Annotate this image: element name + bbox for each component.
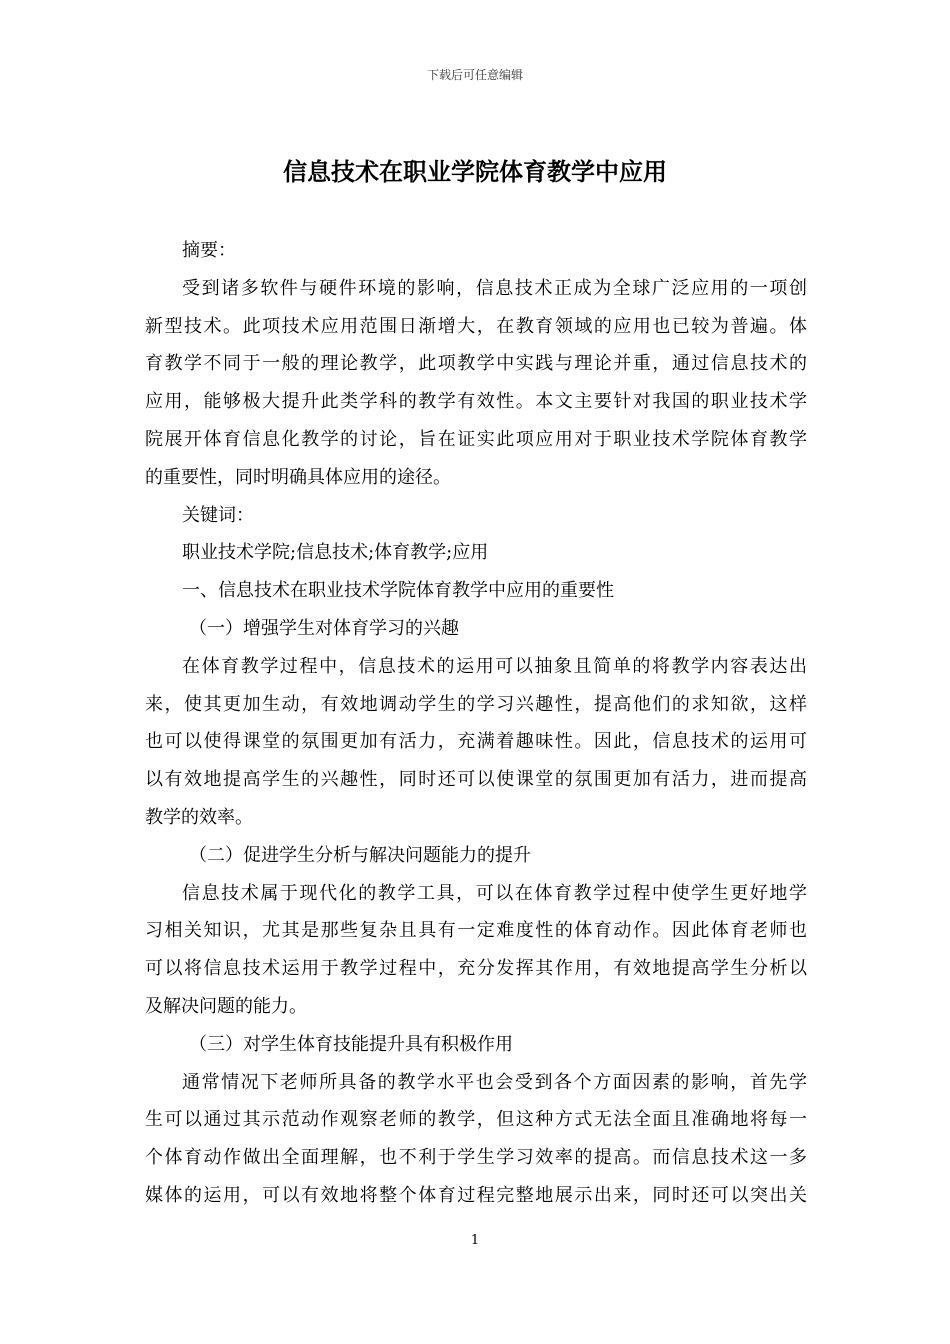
body-line: 新型技术。此项技术应用范围日渐增大，在教育领域的应用也已较为普遍。体 [145,315,807,337]
body-line: 来，使其更加生动，有效地调动学生的学习兴趣性，提高他们的求知欲，这样 [145,693,807,715]
body-line: 院展开体育信息化教学的讨论，旨在证实此项应用对于职业技术学院体育教学 [145,428,807,450]
document-body [145,232,807,1215]
body-line: （二）促进学生分析与解决问题能力的提升 [189,844,531,866]
body-line: 在体育教学过程中，信息技术的运用可以抽象且简单的将教学内容表达出 [182,655,807,677]
body-line: （一）增强学生对体育学习的兴趣 [189,617,459,639]
page-header-note: 下载后可任意编辑 [426,68,523,82]
body-line: 习相关知识，尤其是那些复杂且具有一定难度性的体育动作。因此体育老师也 [145,920,807,942]
body-line: 教学的效率。 [145,806,253,828]
body-line: 受到诸多软件与硬件环境的影响，信息技术正成为全球广泛应用的一项创 [182,277,807,299]
body-line: 及解决问题的能力。 [145,995,307,1017]
body-line: 可以将信息技术运用于教学过程中，充分发挥其作用，有效地提高学生分析以 [145,958,807,980]
body-line: 育教学不同于一般的理论教学，此项教学中实践与理论并重，通过信息技术的 [145,353,807,375]
body-line: 摘要： [182,240,236,261]
body-line: 以有效地提高学生的兴趣性，同时还可以使课堂的氛围更加有活力，进而提高 [145,769,807,791]
body-line: 一、信息技术在职业技术学院体育教学中应用的重要性 [182,580,614,602]
body-line: 媒体的运用，可以有效地将整个体育过程完整地展示出来，同时还可以突出关 [145,1184,807,1206]
page-number: 1 [470,1233,480,1248]
body-line: 生可以通过其示范动作观察老师的教学，但这种方式无法全面且准确地将每一 [145,1109,807,1131]
body-line: 应用，能够极大提升此类学科的教学有效性。本文主要针对我国的职业技术学 [145,391,807,413]
body-line: 信息技术属于现代化的教学工具，可以在体育教学过程中使学生更好地学 [182,882,807,904]
body-line: 职业技术学院;信息技术;体育教学;应用 [182,542,489,564]
body-line: （三）对学生体育技能提升具有积极作用 [189,1033,513,1055]
body-line: 关键词： [182,504,254,526]
body-line: 个体育动作做出全面理解，也不利于学生学习效率的提高。而信息技术这一多 [145,1147,807,1169]
body-line: 通常情况下老师所具备的教学水平也会受到各个方面因素的影响，首先学 [182,1071,807,1093]
body-line: 的重要性，同时明确具体应用的途径。 [145,466,451,488]
document-title: 信息技术在职业学院体育教学中应用 [283,157,667,186]
body-line: 也可以使得课堂的氛围更加有活力，充满着趣味性。因此，信息技术的运用可 [145,731,807,753]
